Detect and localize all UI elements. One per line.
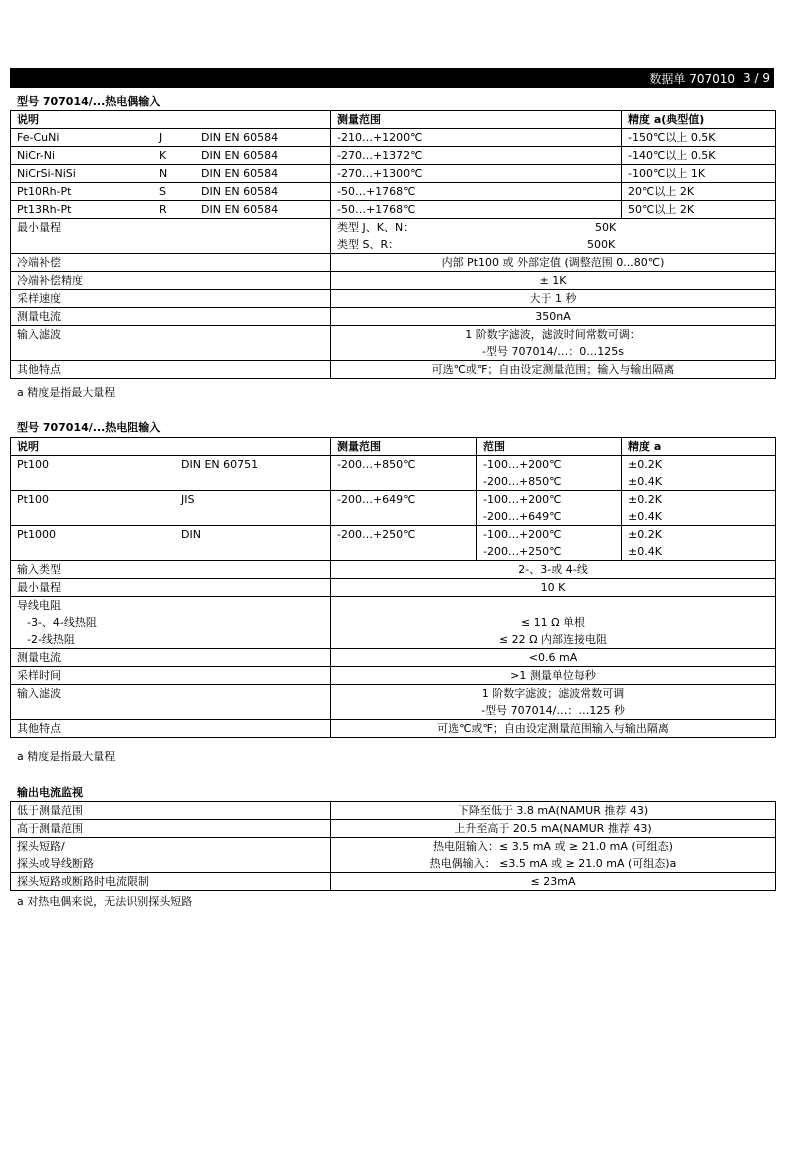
tc-sample-row [11, 290, 776, 308]
tc-filter-line2: -型号 707014/…：0…125s [482, 345, 624, 358]
out-limit-label: 探头短路或断路时电流限制 [11, 873, 331, 891]
tc-code: J [159, 131, 163, 144]
rtd-input-type-value: 2-、3-或 4-线 [331, 561, 776, 579]
tc-name: Pt13Rh-Pt [17, 203, 72, 216]
out-table [10, 801, 776, 891]
rtd-footnote: a 精度是指最大量程 [17, 750, 116, 763]
rtd-subrange: -200…+850℃ [483, 475, 562, 488]
rtd-current-row [11, 649, 776, 667]
page-number: 3 / 9 [743, 71, 770, 85]
tc-row [11, 147, 776, 165]
rtd-other-label: 其他特点 [11, 720, 331, 738]
tc-filter-label: 输入滤波 [11, 326, 331, 361]
tc-table [10, 110, 776, 379]
tc-row [11, 201, 776, 219]
rtd-lead-sub1: -3-、4-线热阻 [27, 616, 97, 629]
rtd-std: DIN [181, 528, 201, 541]
tc-sample-label: 采样速度 [11, 290, 331, 308]
rtd-acc: ±0.4K [628, 475, 662, 488]
doc-label: 数据单 707010 [649, 71, 736, 86]
tc-cjc-value: 内部 Pt100 或 外部定值 (调整范围 0...80℃) [331, 254, 776, 272]
tc-range: -210…+1200℃ [331, 129, 622, 147]
tc-min-span-value-sr: 500K [587, 238, 616, 251]
tc-other-row [11, 361, 776, 379]
tc-min-span-row [11, 219, 776, 254]
tc-name: Pt10Rh-Pt [17, 185, 72, 198]
tc-header-range: 测量范围 [331, 111, 622, 129]
rtd-name: Pt100 [17, 458, 49, 471]
tc-std: DIN EN 60584 [201, 167, 279, 180]
tc-footnote: a 精度是指最大量程 [17, 386, 116, 399]
tc-std: DIN EN 60584 [201, 131, 279, 144]
rtd-input-type-label: 输入类型 [11, 561, 331, 579]
tc-acc: -150℃以上 0.5K [622, 129, 776, 147]
tc-header-desc: 说明 [11, 111, 331, 129]
rtd-filter-label: 输入滤波 [11, 685, 331, 720]
rtd-min-span-label: 最小量程 [11, 579, 331, 597]
rtd-subrange: -100…+200℃ [483, 458, 562, 471]
rtd-lead-value1: ≤ 11 Ω 单根 [520, 616, 586, 629]
tc-std: DIN EN 60584 [201, 185, 279, 198]
rtd-lead-value2: ≤ 22 Ω 内部连接电阻 [498, 633, 608, 646]
rtd-subrange: -200…+649℃ [483, 510, 562, 523]
out-limit-row [11, 873, 776, 891]
rtd-acc: ±0.4K [628, 545, 662, 558]
rtd-other-row [11, 720, 776, 738]
tc-code: S [159, 185, 166, 198]
tc-min-span-label: 最小量程 [11, 219, 331, 254]
rtd-name: Pt1000 [17, 528, 56, 541]
rtd-input-type-row [11, 561, 776, 579]
rtd-std: DIN EN 60751 [181, 458, 259, 471]
out-footnote: a 对热电偶来说，无法识别探头短路 [17, 895, 193, 908]
out-below-label: 低于测量范围 [11, 802, 331, 820]
tc-filter-line1: 1 阶数字滤波，滤波时间常数可调： [465, 328, 641, 341]
tc-name: NiCr-Ni [17, 149, 56, 162]
tc-code: N [159, 167, 168, 180]
rtd-current-value: <0.6 mA [331, 649, 776, 667]
rtd-range: -200…+649℃ [331, 491, 477, 526]
out-above-row [11, 820, 776, 838]
rtd-acc: ±0.2K [628, 493, 662, 506]
rtd-section-title: 型号 707014/...热电阻输入 [17, 421, 161, 434]
rtd-header-acc: 精度 a [622, 438, 776, 456]
tc-row [11, 183, 776, 201]
tc-name: NiCrSi-NiSi [17, 167, 76, 180]
rtd-range: -200…+850℃ [331, 456, 477, 491]
rtd-table [10, 437, 776, 738]
tc-min-span-type-jkn: 类型 J、K、N： [337, 221, 415, 234]
out-short-value2: 热电偶输入： ≤3.5 mA 或 ≥ 21.0 mA (可组态)a [429, 857, 677, 870]
tc-cjc-label: 冷端补偿 [11, 254, 331, 272]
tc-std: DIN EN 60584 [201, 149, 279, 162]
rtd-sample-value: >1 测量单位每秒 [331, 667, 776, 685]
out-below-row [11, 802, 776, 820]
tc-row [11, 129, 776, 147]
out-above-value: 上升至高于 20.5 mA(NAMUR 推荐 43) [331, 820, 776, 838]
tc-row [11, 165, 776, 183]
tc-range: -270…+1372℃ [331, 147, 622, 165]
rtd-header-subrange: 范围 [477, 438, 622, 456]
tc-acc: -100℃以上 1K [622, 165, 776, 183]
tc-code: K [159, 149, 167, 162]
tc-current-value: 350nA [331, 308, 776, 326]
tc-min-span-type-sr: 类型 S、R： [337, 238, 400, 251]
rtd-min-span-value: 10 K [331, 579, 776, 597]
tc-acc: 20℃以上 2K [622, 183, 776, 201]
tc-cjc-acc-label: 冷端补偿精度 [11, 272, 331, 290]
rtd-name: Pt100 [17, 493, 49, 506]
rtd-filter-line1: 1 阶数字滤波；滤波常数可调 [481, 687, 625, 700]
tc-cjc-acc-row [11, 272, 776, 290]
rtd-row [11, 491, 776, 526]
rtd-other-value: 可选℃或℉；自由设定测量范围输入与输出隔离 [331, 720, 776, 738]
tc-sample-value: 大于 1 秒 [331, 290, 776, 308]
out-above-label: 高于测量范围 [11, 820, 331, 838]
tc-section-title: 型号 707014/...热电偶输入 [17, 95, 161, 108]
tc-range: -50…+1768℃ [331, 183, 622, 201]
tc-min-span-value-jkn: 50K [595, 221, 617, 234]
rtd-acc: ±0.2K [628, 458, 662, 471]
out-section-title: 输出电流监视 [17, 786, 83, 799]
rtd-filter-row [11, 685, 776, 720]
tc-acc: 50℃以上 2K [622, 201, 776, 219]
tc-cjc-acc-value: ± 1K [331, 272, 776, 290]
rtd-subrange: -100…+200℃ [483, 528, 562, 541]
rtd-std: JIS [181, 493, 195, 506]
rtd-sample-row [11, 667, 776, 685]
tc-header-acc: 精度 a(典型值) [622, 111, 776, 129]
tc-current-label: 测量电流 [11, 308, 331, 326]
tc-code: R [159, 203, 167, 216]
tc-acc: -140℃以上 0.5K [622, 147, 776, 165]
rtd-subrange: -100…+200℃ [483, 493, 562, 506]
rtd-lead-sub2: -2-线热阻 [27, 633, 75, 646]
rtd-header-range: 测量范围 [331, 438, 477, 456]
out-below-value: 下降至低于 3.8 mA(NAMUR 推荐 43) [331, 802, 776, 820]
out-short-value1: 热电阻输入：≤ 3.5 mA 或 ≥ 21.0 mA (可组态) [433, 840, 673, 853]
tc-current-row [11, 308, 776, 326]
tc-other-value: 可选℃或℉；自由设定测量范围；输入与输出隔离 [331, 361, 776, 379]
rtd-acc: ±0.2K [628, 528, 662, 541]
tc-name: Fe-CuNi [17, 131, 60, 144]
tc-std: DIN EN 60584 [201, 203, 279, 216]
rtd-current-label: 测量电流 [11, 649, 331, 667]
out-short-row [11, 838, 776, 873]
tc-range: -50…+1768℃ [331, 201, 622, 219]
rtd-header-desc: 说明 [11, 438, 331, 456]
rtd-filter-line2: -型号 707014/…：…125 秒 [481, 704, 625, 717]
tc-other-label: 其他特点 [11, 361, 331, 379]
rtd-lead-row [11, 597, 776, 649]
out-short-label2: 探头或导线断路 [17, 857, 94, 870]
rtd-min-span-row [11, 579, 776, 597]
rtd-lead-label: 导线电阻 [17, 599, 61, 612]
rtd-row [11, 456, 776, 491]
out-short-label1: 探头短路/ [17, 840, 65, 853]
rtd-acc: ±0.4K [628, 510, 662, 523]
rtd-sample-label: 采样时间 [11, 667, 331, 685]
rtd-subrange: -200…+250℃ [483, 545, 562, 558]
rtd-range: -200…+250℃ [331, 526, 477, 561]
tc-range: -270…+1300℃ [331, 165, 622, 183]
page-header-bar [10, 68, 774, 88]
tc-filter-row [11, 326, 776, 361]
rtd-row [11, 526, 776, 561]
out-limit-value: ≤ 23mA [331, 873, 776, 891]
tc-cjc-row [11, 254, 776, 272]
